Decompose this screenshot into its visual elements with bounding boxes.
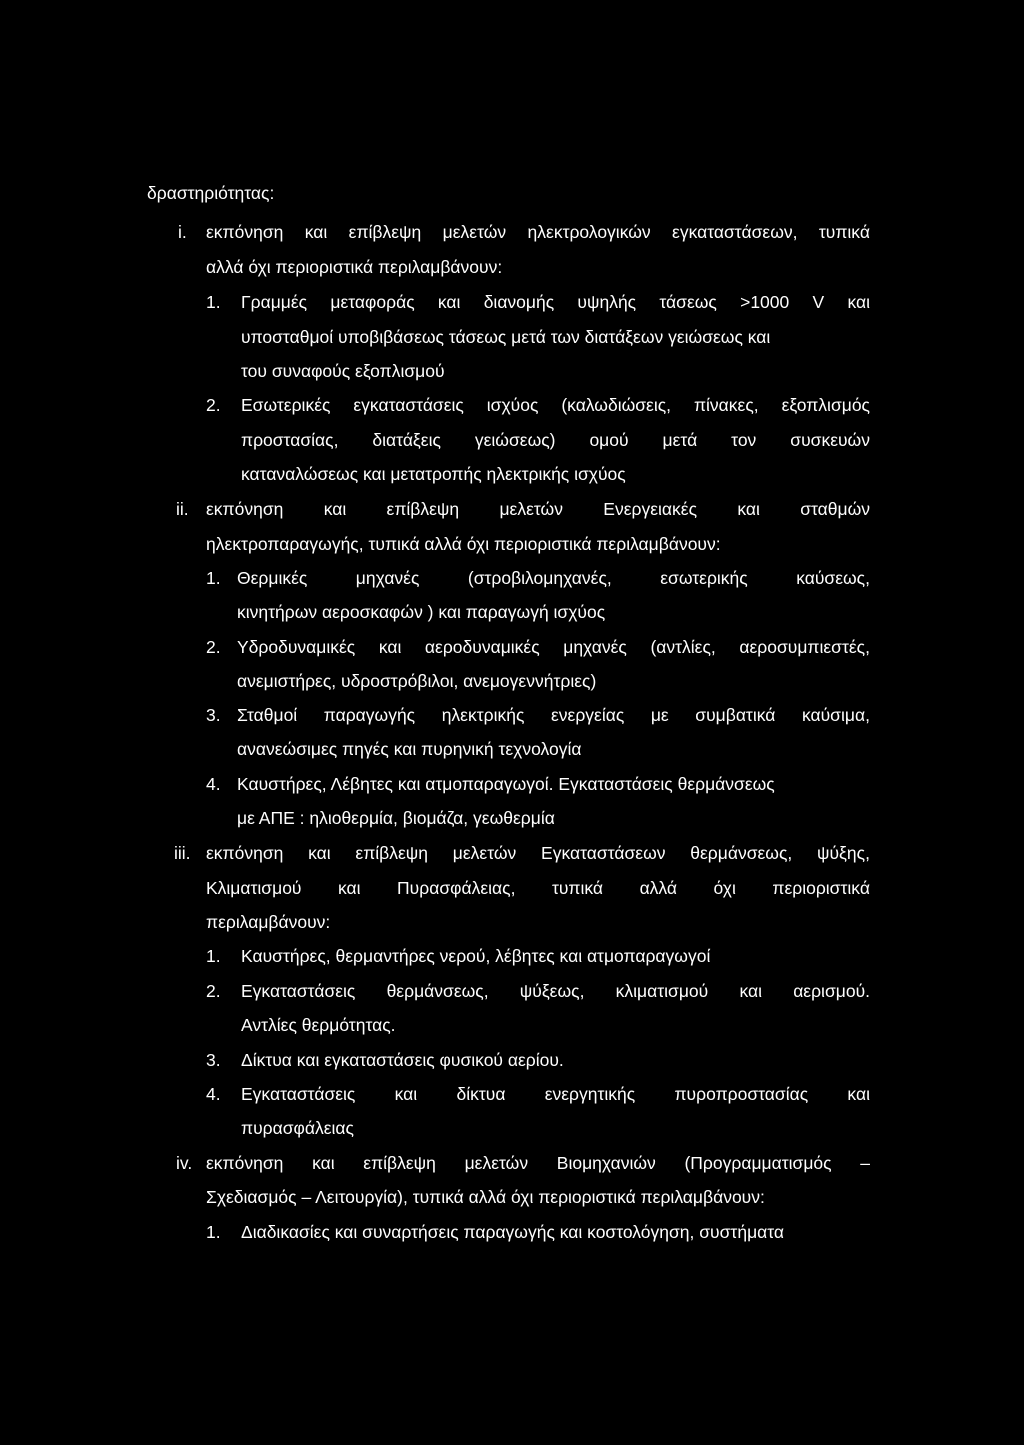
item-text-line: ανανεώσιμες πηγές και πυρηνική τεχνολογία: [237, 739, 582, 759]
item-text-line: Εγκαταστάσεις και δίκτυα ενεργητικής πυροπροστασίας και: [241, 1084, 870, 1104]
intro-text: δραστηριότητας:: [147, 183, 275, 203]
item-text-line: Εσωτερικές εγκαταστάσεις ισχύος (καλωδιώσεις, πίνακες, εξοπλισμός: [241, 395, 870, 415]
item-text-line: ανεμιστήρες, υδροστρόβιλοι, ανεμογεννήτριες): [237, 671, 597, 691]
item-text-line: του συναφούς εξοπλισμού: [241, 361, 445, 381]
item-number: 2.: [206, 981, 221, 1001]
item-text-line: καταναλώσεως και μετατροπής ηλεκτρικής ισχύος: [241, 464, 626, 484]
section-text-line: Σχεδιασμός – Λειτουργία), τυπικά αλλά όχι περιοριστικά περιλαμβάνουν:: [206, 1187, 765, 1207]
item-number: 1.: [206, 1222, 221, 1242]
item-text-line: προστασίας, διατάξεις γειώσεως) ομού μετά τον συσκευών: [241, 430, 870, 450]
item-text-line: Διαδικασίες και συναρτήσεις παραγωγής και κοστολόγηση, συστήματα: [241, 1222, 785, 1242]
item-number: 2.: [206, 395, 221, 415]
item-text-line: κινητήρων αεροσκαφών ) και παραγωγή ισχύος: [237, 602, 606, 622]
section-label: iii.: [174, 843, 191, 863]
section-label: iv.: [176, 1153, 193, 1173]
item-text-line: πυρασφάλειας: [241, 1118, 354, 1138]
section-text-line: αλλά όχι περιοριστικά περιλαμβάνουν:: [206, 257, 503, 277]
item-text-line: Εγκαταστάσεις θερμάνσεως, ψύξεως, κλιματισμού και αερισμού.: [241, 981, 870, 1001]
section-text-line: εκπόνηση και επίβλεψη μελετών Εγκαταστάσεων θερμάνσεως, ψύξης,: [206, 843, 870, 863]
item-text-line: Υδροδυναμικές και αεροδυναμικές μηχανές (αντλίες, αεροσυμπιεστές,: [237, 637, 870, 657]
item-number: 4.: [206, 1084, 221, 1104]
item-text-line: Γραμμές μεταφοράς και διανομής υψηλής τάσεως >1000 V και: [241, 292, 870, 312]
section-text-line: Κλιματισμού και Πυρασφάλειας, τυπικά αλλά όχι περιοριστικά: [206, 878, 870, 898]
item-number: 3.: [206, 1050, 221, 1070]
item-text-line: Δίκτυα και εγκαταστάσεις φυσικού αερίου.: [241, 1050, 564, 1070]
section-text-line: εκπόνηση και επίβλεψη μελετών Ενεργειακές και σταθμών: [206, 499, 870, 519]
item-number: 2.: [206, 637, 221, 657]
section-text-line: περιλαμβάνουν:: [206, 912, 331, 932]
item-text-line: με ΑΠΕ : ηλιοθερμία, βιομάζα, γεωθερμία: [237, 808, 555, 828]
item-text-line: Καυστήρες, θερμαντήρες νερού, λέβητες και ατμοπαραγωγοί: [241, 946, 711, 966]
section-label: i.: [178, 222, 187, 242]
item-text-line: Θερμικές μηχανές (στροβιλομηχανές, εσωτερικής καύσεως,: [237, 568, 870, 588]
item-number: 1.: [206, 568, 221, 588]
item-number: 1.: [206, 292, 221, 312]
item-number: 1.: [206, 946, 221, 966]
section-text-line: εκπόνηση και επίβλεψη μελετών Βιομηχανιών (Προγραμματισμός –: [206, 1153, 870, 1173]
item-text-line: Αντλίες θερμότητας.: [241, 1015, 396, 1035]
item-text-line: Σταθμοί παραγωγής ηλεκτρικής ενεργείας με συμβατικά καύσιμα,: [237, 705, 870, 725]
item-number: 4.: [206, 774, 221, 794]
section-text-line: ηλεκτροπαραγωγής, τυπικά αλλά όχι περιοριστικά περιλαμβάνουν:: [206, 534, 721, 554]
item-number: 3.: [206, 705, 221, 725]
section-label: ii.: [176, 499, 189, 519]
item-text-line: υποσταθμοί υποβιβάσεως τάσεως μετά των διατάξεων γειώσεως και: [241, 327, 771, 347]
item-text-line: Καυστήρες, Λέβητες και ατμοπαραγωγοί. Εγκαταστάσεις θερμάνσεως: [237, 774, 775, 794]
section-text-line: εκπόνηση και επίβλεψη μελετών ηλεκτρολογικών εγκαταστάσεων, τυπικά: [206, 222, 870, 242]
